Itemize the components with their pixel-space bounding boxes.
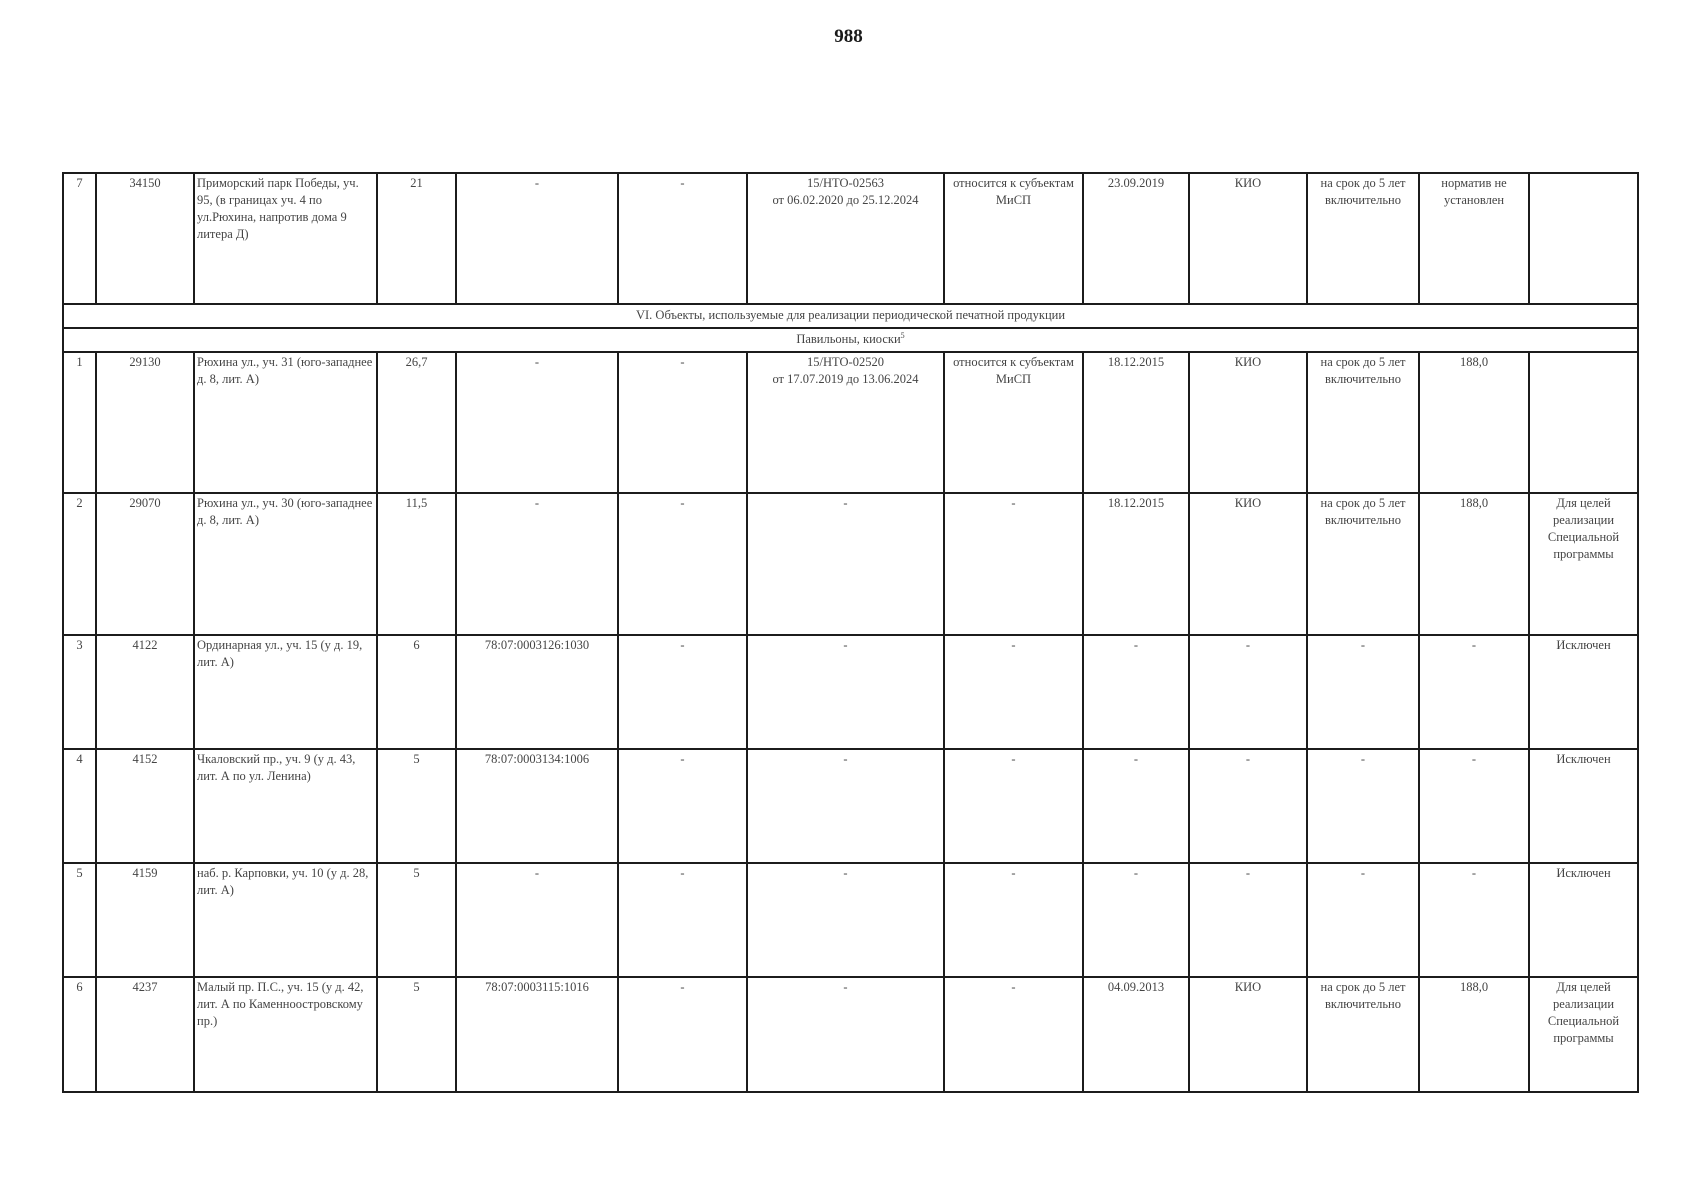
cell-body: КИО (1189, 352, 1307, 493)
cell-body: КИО (1189, 493, 1307, 635)
section-title: VI. Объекты, используемые для реализации периодической печатной продукции (63, 304, 1638, 328)
section-row (63, 304, 1638, 328)
cell-smsp: - (944, 749, 1083, 863)
subsection-label: Павильоны, киоски (796, 332, 901, 346)
table-row (63, 977, 1638, 1092)
cell-code: 29130 (96, 352, 194, 493)
cell-date: 18.12.2015 (1083, 352, 1189, 493)
cell-number: 1 (63, 352, 96, 493)
cell-date: - (1083, 635, 1189, 749)
cell-term: на срок до 5 лет включительно (1307, 493, 1419, 635)
cell-contract: - (747, 863, 944, 977)
cell-area: 5 (377, 863, 456, 977)
cell-col6: - (618, 977, 747, 1092)
cell-term: - (1307, 863, 1419, 977)
cell-code: 4152 (96, 749, 194, 863)
cell-area: 21 (377, 173, 456, 304)
cell-date: - (1083, 749, 1189, 863)
cell-note: Исключен (1529, 863, 1638, 977)
cell-cadastral: 78:07:0003134:1006 (456, 749, 618, 863)
cell-smsp: относится к субъектам МиСП (944, 352, 1083, 493)
cell-contract: - (747, 749, 944, 863)
cell-body: КИО (1189, 173, 1307, 304)
cell-cadastral: - (456, 863, 618, 977)
cell-col6: - (618, 863, 747, 977)
cell-address: Приморский парк Победы, уч. 95, (в границах уч. 4 по ул.Рюхина, напротив дома 9 литера Д) (194, 173, 377, 304)
cell-term: - (1307, 635, 1419, 749)
cell-body: КИО (1189, 977, 1307, 1092)
cell-date: 18.12.2015 (1083, 493, 1189, 635)
cell-address: Ординарная ул., уч. 15 (у д. 19, лит. А) (194, 635, 377, 749)
cell-smsp: - (944, 977, 1083, 1092)
subsection-row (63, 328, 1638, 352)
cell-code: 29070 (96, 493, 194, 635)
cell-norm: - (1419, 749, 1529, 863)
cell-note: Для целей реализации Специальной программы (1529, 977, 1638, 1092)
cell-contract: - (747, 493, 944, 635)
cell-norm: - (1419, 635, 1529, 749)
cell-smsp: - (944, 493, 1083, 635)
cell-cadastral: 78:07:0003126:1030 (456, 635, 618, 749)
cell-number: 3 (63, 635, 96, 749)
cell-col6: - (618, 173, 747, 304)
cell-area: 11,5 (377, 493, 456, 635)
cell-note: Исключен (1529, 635, 1638, 749)
cell-norm: норматив не установлен (1419, 173, 1529, 304)
cell-smsp: - (944, 863, 1083, 977)
cell-term: на срок до 5 лет включительно (1307, 352, 1419, 493)
table-row (63, 352, 1638, 493)
cell-col6: - (618, 635, 747, 749)
cell-col6: - (618, 352, 747, 493)
cell-norm: 188,0 (1419, 977, 1529, 1092)
cell-number: 4 (63, 749, 96, 863)
cell-code: 4159 (96, 863, 194, 977)
cell-number: 2 (63, 493, 96, 635)
cell-smsp: относится к субъектам МиСП (944, 173, 1083, 304)
cell-address: наб. р. Карповки, уч. 10 (у д. 28, лит. А) (194, 863, 377, 977)
cell-norm: - (1419, 863, 1529, 977)
cell-address: Малый пр. П.С., уч. 15 (у д. 42, лит. А по Каменноостровскому пр.) (194, 977, 377, 1092)
cell-col6: - (618, 749, 747, 863)
cell-col6: - (618, 493, 747, 635)
cell-norm: 188,0 (1419, 352, 1529, 493)
cell-address: Рюхина ул., уч. 31 (юго-западнее д. 8, лит. А) (194, 352, 377, 493)
cell-number: 5 (63, 863, 96, 977)
cell-number: 6 (63, 977, 96, 1092)
table-row (63, 749, 1638, 863)
cell-code: 34150 (96, 173, 194, 304)
cell-code: 4237 (96, 977, 194, 1092)
cell-contract: 15/НТО-02563 от 06.02.2020 до 25.12.2024 (747, 173, 944, 304)
cell-norm: 188,0 (1419, 493, 1529, 635)
cell-address: Чкаловский пр., уч. 9 (у д. 43, лит. А по ул. Ленина) (194, 749, 377, 863)
cell-date: 23.09.2019 (1083, 173, 1189, 304)
cell-cadastral: - (456, 493, 618, 635)
cell-area: 26,7 (377, 352, 456, 493)
cell-term: на срок до 5 лет включительно (1307, 977, 1419, 1092)
table-row (63, 635, 1638, 749)
cell-cadastral: - (456, 352, 618, 493)
subsection-title (63, 328, 1638, 352)
cell-contract: - (747, 635, 944, 749)
cell-number: 7 (63, 173, 96, 304)
cell-address: Рюхина ул., уч. 30 (юго-западнее д. 8, лит. А) (194, 493, 377, 635)
cell-note (1529, 352, 1638, 493)
page-number: 988 (834, 26, 863, 47)
cell-note (1529, 173, 1638, 304)
cell-cadastral: - (456, 173, 618, 304)
cell-code: 4122 (96, 635, 194, 749)
cell-area: 5 (377, 977, 456, 1092)
cell-contract: - (747, 977, 944, 1092)
cell-contract: 15/НТО-02520 от 17.07.2019 до 13.06.2024 (747, 352, 944, 493)
table-row (63, 863, 1638, 977)
cell-term: на срок до 5 лет включительно (1307, 173, 1419, 304)
footnote-mark: 5 (900, 330, 905, 340)
table-row (63, 493, 1638, 635)
table-row (63, 173, 1638, 304)
cell-date: 04.09.2013 (1083, 977, 1189, 1092)
cell-smsp: - (944, 635, 1083, 749)
cell-date: - (1083, 863, 1189, 977)
cell-area: 5 (377, 749, 456, 863)
cell-term: - (1307, 749, 1419, 863)
cell-note: Исключен (1529, 749, 1638, 863)
cell-area: 6 (377, 635, 456, 749)
cell-note: Для целей реализации Специальной программы (1529, 493, 1638, 635)
registry-table (62, 172, 1639, 1093)
cell-body: - (1189, 635, 1307, 749)
cell-body: - (1189, 863, 1307, 977)
cell-body: - (1189, 749, 1307, 863)
cell-cadastral: 78:07:0003115:1016 (456, 977, 618, 1092)
